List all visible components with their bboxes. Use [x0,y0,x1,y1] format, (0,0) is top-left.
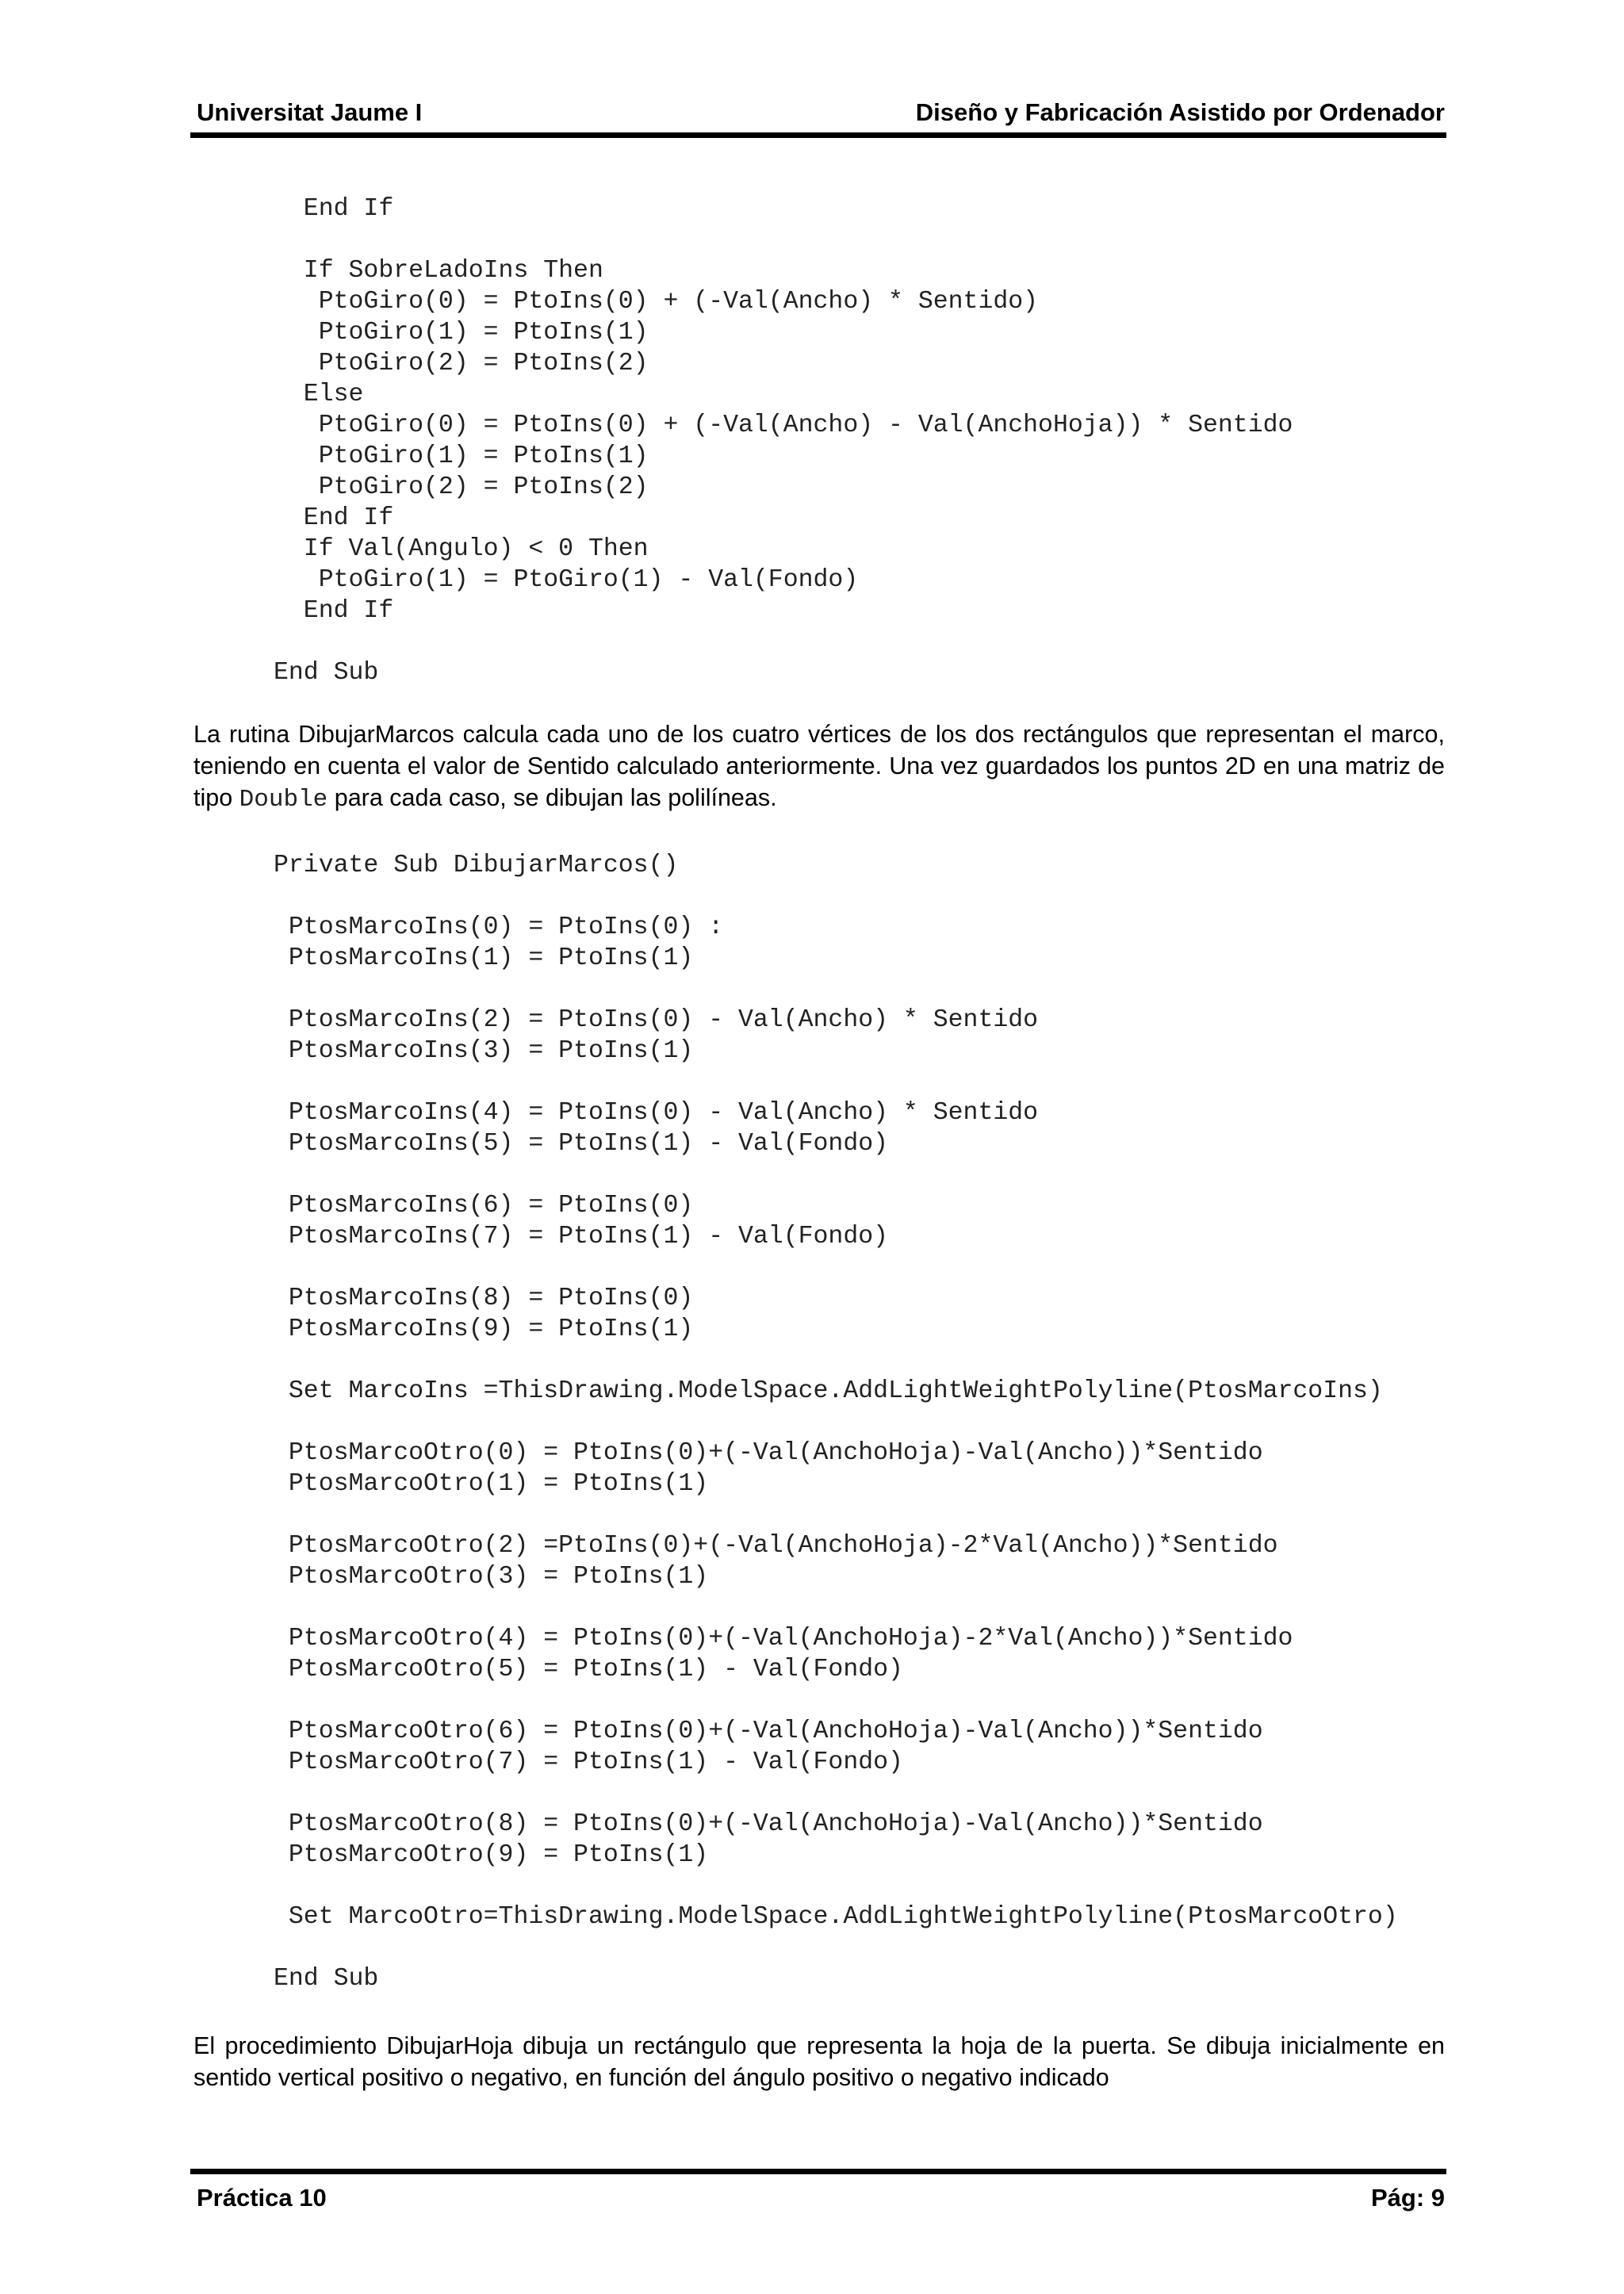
code-line: PtosMarcoIns(5) = PtoIns(1) - Val(Fondo) [274,1130,889,1158]
code-block-end-sub [274,193,1293,688]
code-line [274,1871,1398,1901]
code-line [274,881,1398,912]
code-line: PtosMarcoOtro(6) = PtoIns(0)+(-Val(AnchoHoja)-Val(Ancho))*Sentido [274,1718,1263,1745]
page-number: Pág: 9 [1370,2184,1445,2212]
paragraph-dibujar-marcos [193,718,1445,816]
code-line [274,1499,1398,1530]
code-line [274,1252,1398,1283]
code-line: PtoGiro(0) = PtoIns(0) + (-Val(Ancho) * Sentido) [274,288,1039,316]
code-line [274,224,1293,255]
code-line: PtosMarcoOtro(7) = PtoIns(1) - Val(Fondo) [274,1748,903,1776]
paragraph-text: La rutina DibujarMarcos calcula cada uno de los cuatro vértices de los dos rectángulos que representan el marco, teniendo en cuenta el valor de Sentido calculado anteriormente. Una vez guardados los puntos 2D en una matriz de tipo [193,721,1445,811]
footer-practice-label: Práctica 10 [197,2184,327,2212]
code-line: End Sub [274,659,379,687]
code-line: PtoGiro(0) = PtoIns(0) + (-Val(Ancho) - Val(AnchoHoja)) * Sentido [274,412,1293,439]
code-line: PtosMarcoOtro(4) = PtoIns(0)+(-Val(AnchoHoja)-2*Val(Ancho))*Sentido [274,1625,1293,1653]
header-course-title: Diseño y Fabricación Asistido por Ordenador [915,98,1445,126]
code-line: PtosMarcoOtro(5) = PtoIns(1) - Val(Fondo) [274,1656,903,1683]
code-line: PtosMarcoIns(6) = PtoIns(0) [274,1192,694,1220]
code-line: PtoGiro(2) = PtoIns(2) [274,350,649,377]
code-line: PtosMarcoOtro(8) = PtoIns(0)+(-Val(AnchoHoja)-Val(Ancho))*Sentido [274,1810,1263,1838]
code-line: PtosMarcoIns(4) = PtoIns(0) - Val(Ancho) * Sentido [274,1099,1039,1127]
inline-code-double: Double [239,786,328,814]
code-line: PtosMarcoIns(3) = PtoIns(1) [274,1037,694,1065]
code-block-dibujar-marcos [274,850,1398,1994]
code-line: End If [274,504,394,532]
code-line [274,974,1398,1005]
code-line: PtoGiro(1) = PtoGiro(1) - Val(Fondo) [274,566,859,594]
code-line: PtosMarcoOtro(3) = PtoIns(1) [274,1563,709,1591]
code-line: Set MarcoOtro=ThisDrawing.ModelSpace.AddLightWeightPolyline(PtosMarcoOtro) [274,1903,1398,1931]
code-line [274,1159,1398,1190]
page-footer [193,2179,1445,2217]
code-line: PtosMarcoOtro(0) = PtoIns(0)+(-Val(AnchoHoja)-Val(Ancho))*Sentido [274,1439,1263,1467]
code-line [274,1067,1398,1097]
code-line [274,1345,1398,1376]
code-line: If SobreLadoIns Then [274,257,603,285]
code-line: PtosMarcoOtro(2) =PtoIns(0)+(-Val(AnchoHoja)-2*Val(Ancho))*Sentido [274,1532,1278,1560]
code-line [274,1592,1398,1623]
header-institution: Universitat Jaume I [197,98,423,126]
code-line: End If [274,195,394,223]
code-line: PtoGiro(2) = PtoIns(2) [274,473,649,501]
paragraph-text-end: para cada caso, se dibujan las polilíneas. [327,784,777,811]
page-header [193,94,1445,132]
code-line: Private Sub DibujarMarcos() [274,852,679,879]
code-line: PtosMarcoIns(7) = PtoIns(1) - Val(Fondo) [274,1223,889,1250]
code-line: PtosMarcoIns(8) = PtoIns(0) [274,1285,694,1312]
paragraph-dibujar-hoja: El procedimiento DibujarHoja dibuja un rectángulo que representa la hoja de la puerta. Se dibuja inicialmente en sentido vertical positivo o negativo, en función del ángulo positivo o negativo indicado [193,2032,1445,2091]
code-line: Set MarcoIns =ThisDrawing.ModelSpace.AddLightWeightPolyline(PtosMarcoIns) [274,1377,1383,1405]
code-line [274,626,1293,657]
code-line: PtosMarcoOtro(1) = PtoIns(1) [274,1470,709,1498]
code-line: PtoGiro(1) = PtoIns(1) [274,442,649,470]
code-line [274,1407,1398,1438]
code-line [274,1932,1398,1963]
code-line: PtosMarcoIns(0) = PtoIns(0) : [274,913,724,941]
code-line [274,1685,1398,1716]
code-line: PtosMarcoIns(1) = PtoIns(1) [274,944,694,972]
code-line: PtosMarcoOtro(9) = PtoIns(1) [274,1841,709,1869]
code-line: If Val(Angulo) < 0 Then [274,535,649,563]
code-line: PtosMarcoIns(9) = PtoIns(1) [274,1316,694,1343]
code-line [274,1778,1398,1809]
code-line: Else [274,381,364,408]
header-rule [190,132,1446,138]
code-line: End Sub [274,1965,379,1993]
code-line: PtosMarcoIns(2) = PtoIns(0) - Val(Ancho) * Sentido [274,1006,1039,1034]
footer-rule [190,2169,1446,2174]
code-line: End If [274,597,394,625]
code-line: PtoGiro(1) = PtoIns(1) [274,319,649,347]
